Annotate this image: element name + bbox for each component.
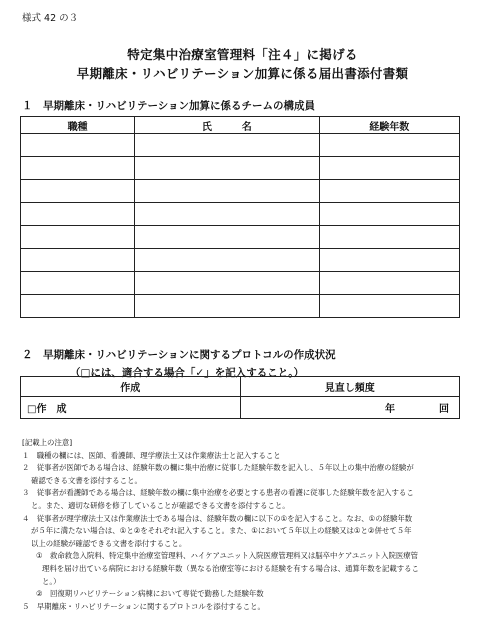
column-header-experience-years: 経験年数: [319, 117, 460, 134]
experience-cell[interactable]: [319, 249, 460, 272]
occupation-cell[interactable]: [21, 295, 135, 318]
note-item: 確認できる文書を添付すること。: [31, 475, 142, 485]
experience-cell[interactable]: [319, 295, 460, 318]
note-item: と。）: [42, 576, 61, 586]
name-cell[interactable]: [135, 134, 319, 157]
creation-checkbox-cell[interactable]: [21, 397, 241, 419]
times-label: 回: [439, 404, 449, 415]
page-title-line1: 特定集中治療室管理料「注４」に掲げる: [127, 47, 358, 62]
note-item: ２ 従事者が医師である場合は、経験年数の欄に集中治療に従事した経験年数を記入し、５年以上の集中治療の経験が: [22, 463, 414, 473]
table-row: [21, 203, 460, 226]
occupation-cell[interactable]: [21, 157, 135, 180]
occupation-cell[interactable]: [21, 226, 135, 249]
page-title-line2: 早期離床・リハビリテーション加算に係る届出書添付書類: [76, 66, 409, 81]
column-header-creation: 作成: [21, 377, 241, 397]
section2-instruction: （□には、適合する場合「✓」を記入すること。）: [70, 367, 304, 379]
creation-checkbox-label[interactable]: □作 成: [27, 404, 67, 415]
team-members-table: [20, 116, 460, 318]
name-cell[interactable]: [135, 226, 319, 249]
section1-heading: １ 早期離床・リハビリテーション加算に係るチームの構成員: [22, 100, 316, 112]
note-item: と。また、適切な研修を修了していることが確認できる文書を添付すること。: [31, 500, 290, 510]
name-cell[interactable]: [135, 157, 319, 180]
note-item: が５年に満たない場合は、①と②をそれぞれ記入すること。また、①において５年以上の経験又は①と②併せて５年: [31, 526, 412, 536]
occupation-cell[interactable]: [21, 272, 135, 295]
experience-cell[interactable]: [319, 203, 460, 226]
name-cell[interactable]: [135, 203, 319, 226]
form-number: 様式 42 の３: [22, 13, 79, 24]
note-item: 理料を届け出ている病院における経験年数（異なる治療室等における経験を有する場合は、通算年数を記載するこ: [42, 563, 419, 573]
name-cell[interactable]: [135, 295, 319, 318]
note-item: ① 救命救急入院料、特定集中治療室管理料、ハイケアユニット入院医療管理料又は脳卒中ケアユニット入院医療管: [36, 551, 419, 561]
occupation-cell[interactable]: [21, 180, 135, 203]
experience-cell[interactable]: [319, 157, 460, 180]
column-header-name: 氏 名: [135, 117, 319, 134]
table-row: [21, 134, 460, 157]
note-item: １ 職種の欄には、医師、看護師、理学療法士又は作業療法士と記入すること: [22, 450, 281, 460]
review-frequency-cell[interactable]: [240, 397, 460, 419]
experience-cell[interactable]: [319, 272, 460, 295]
table-row: [21, 157, 460, 180]
table-row: [21, 226, 460, 249]
note-item: 以上の経験が確認できる文書を添付すること。: [31, 538, 187, 548]
notes-heading: [記載上の注意]: [22, 438, 73, 447]
table-row: [21, 272, 460, 295]
column-header-occupation: 職種: [21, 117, 135, 134]
occupation-cell[interactable]: [21, 203, 135, 226]
name-cell[interactable]: [135, 249, 319, 272]
column-header-review-frequency: 見直し頻度: [240, 377, 460, 397]
protocol-status-table: [20, 376, 460, 419]
table-header-row: [21, 117, 460, 134]
notes-section: [22, 437, 467, 613]
table-row: [21, 249, 460, 272]
note-item: ５ 早期離床・リハビリテーションに関するプロトコルを添付すること。: [22, 601, 265, 611]
table-row: [21, 180, 460, 203]
experience-cell[interactable]: [319, 226, 460, 249]
year-label: 年: [385, 404, 395, 415]
note-item: ３ 従事者が看護師である場合は、経験年数の欄に集中治療を必要とする患者の看護に従事した経験年数を記入するこ: [22, 488, 414, 498]
section2-heading: ２ 早期離床・リハビリテーションに関するプロトコルの作成状況: [22, 349, 336, 361]
table-header-row: [21, 377, 460, 397]
occupation-cell[interactable]: [21, 134, 135, 157]
note-item: ４ 従事者が理学療法士又は作業療法士である場合は、経験年数の欄に以下の①を記入すること。なお、①の経験年数: [22, 513, 413, 523]
experience-cell[interactable]: [319, 134, 460, 157]
table-row: [21, 295, 460, 318]
experience-cell[interactable]: [319, 180, 460, 203]
table-row: [21, 397, 460, 419]
name-cell[interactable]: [135, 272, 319, 295]
note-item: ② 回復期リハビリテーション病棟において専従で勤務した経験年数: [36, 589, 264, 599]
name-cell[interactable]: [135, 180, 319, 203]
occupation-cell[interactable]: [21, 249, 135, 272]
